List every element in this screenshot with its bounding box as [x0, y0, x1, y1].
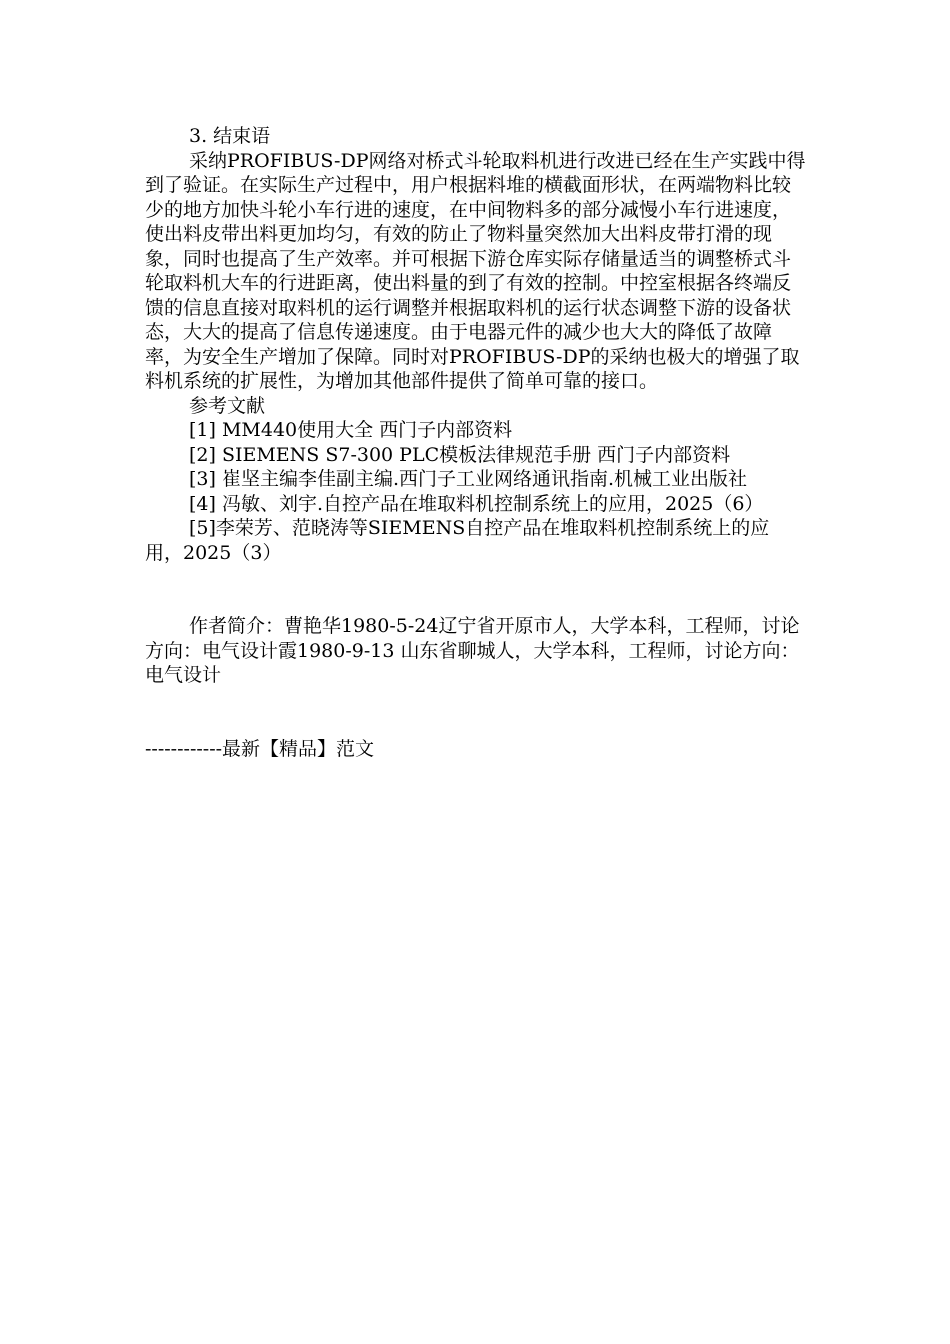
document-body: [145, 124, 807, 761]
blank-space: [145, 565, 807, 614]
conclusion-paragraph: 采纳PROFIBUS-DP网络对桥式斗轮取料机进行改进已经在生产实践中得到了验证。在实际生产过程中，用户根据料堆的横截面形状，在两端物料比较少的地方加快斗轮小车行进的速度，在中间物料多的部分减慢小车行进速度，使出料皮带出料更加均匀，有效的防止了物料量突然加大出料皮带打滑的现象，同时也提高了生产效率。并可根据下游仓库实际存储量适当的调整桥式斗轮取料机大车的行进距离，使出料量的到了有效的控制。中控室根据各终端反馈的信息直接对取料机的运行调整并根据取料机的运行状态调整下游的设备状态，大大的提高了信息传递速度。由于电器元件的减少也大大的降低了故障率，为安全生产增加了保障。同时对PROFIBUS-DP的采纳也极大的增强了取料机系统的扩展性，为增加其他部件提供了简单可靠的接口。: [145, 149, 806, 392]
author-introduction: 作者简介：曹艳华1980-5-24辽宁省开原市人，大学本科，工程师，讨论方向：电气设计霞1980-9-13 山东省聊城人，大学本科，工程师，讨论方向：电气设计: [145, 615, 800, 686]
reference-item: [1] MM440使用大全 西门子内部资料: [189, 419, 513, 441]
reference-item: [3] 崔坚主编李佳副主编.西门子工业网络通讯指南.机械工业出版社: [189, 468, 748, 490]
reference-item: [2] SIEMENS S7-300 PLC模板法律规范手册 西门子内部资料: [189, 443, 731, 466]
footer-text: ------------最新【精品】范文: [145, 737, 375, 760]
section-heading: 3. 结束语: [189, 125, 271, 147]
references-heading: 参考文献: [189, 394, 266, 417]
reference-item: [5]李荣芳、范晓涛等SIEMENS自控产品在堆取料机控制系统上的应用，2025（3）: [145, 517, 770, 564]
references-list: [145, 418, 807, 565]
reference-item: [4] 冯敏、刘宇.自控产品在堆取料机控制系统上的应用，2025（6）: [189, 492, 764, 515]
